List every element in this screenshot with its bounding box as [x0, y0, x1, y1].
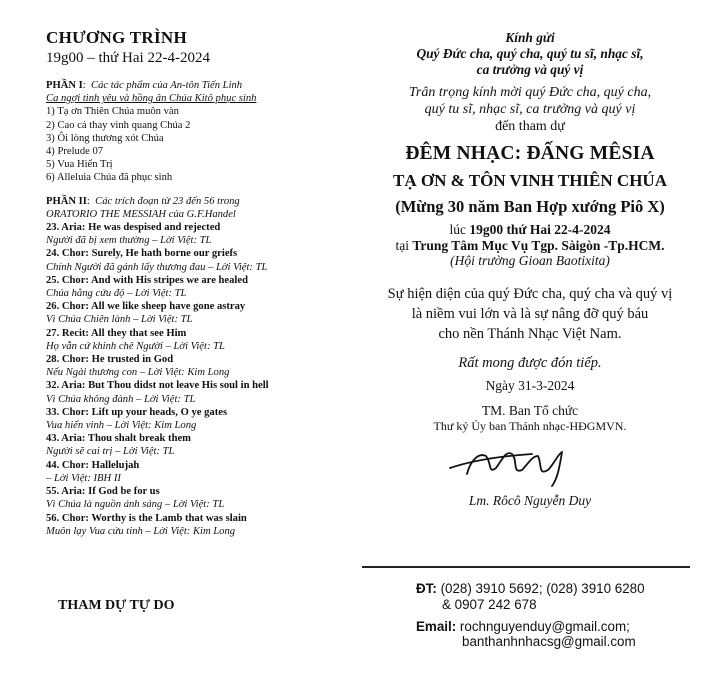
movement-subtitle: Vua hiển vinh – Lời Việt: Kim Long — [46, 420, 197, 432]
event-occasion: (Mừng 30 năm Ban Hợp xướng Piô X) — [395, 197, 665, 216]
movement-subtitle: – Lời Việt: IBH II — [46, 472, 121, 484]
salutation-line: ca trưởng và quý vị — [476, 62, 584, 77]
email-row — [416, 619, 645, 635]
signature-scribble — [362, 434, 698, 492]
phone-row — [416, 581, 645, 597]
part2-heading: PHẦN II: Các trích đoạn từ 23 đến 56 trong — [46, 195, 240, 207]
movement-title: 44. Chor: Hallelujah — [46, 459, 140, 471]
email-primary[interactable]: rochnguyenduy@gmail.com; — [459, 618, 630, 634]
list-item: 1) Tạ ơn Thiên Chúa muôn vàn — [46, 106, 179, 118]
movement-title: 33. Chor: Lift up your heads, O ye gates — [46, 406, 228, 418]
body-line: cho nền Thánh Nhạc Việt Nam. — [438, 325, 622, 342]
part2-label: PHẦN II — [46, 195, 87, 207]
organizer-role: Thư ký Ủy ban Thánh nhạc-HĐGMVN. — [433, 418, 627, 433]
movement-title: 26. Chor: All we like sheep have gone astray — [46, 301, 246, 313]
letter-date: Ngày 31-3-2024 — [485, 377, 575, 393]
part2-subtitle: ORATORIO THE MESSIAH của G.F.Handel — [46, 208, 236, 220]
event-time: lúc 19g00 thứ Hai 22-4-2024 — [449, 222, 611, 237]
program-column — [46, 28, 346, 538]
movement-title: 28. Chor: He trusted in God — [46, 354, 174, 366]
list-item: 4) Prelude 07 — [46, 146, 104, 158]
list-item: 2) Cao cả thay vinh quang Chúa 2 — [46, 119, 191, 131]
part1-subtitle: Ca ngợi tình yêu và hồng ân Chúa Kitô phục sinh — [46, 93, 257, 105]
movement-title: 55. Aria: If God be for us — [46, 486, 160, 498]
movement-subtitle: Người sẽ cai trị – Lời Việt: TL — [46, 446, 175, 458]
movement-subtitle: Vì Chúa không đành – Lời Việt: TL — [46, 393, 196, 405]
email-secondary[interactable]: banthanhnhacsg@gmail.com — [462, 634, 636, 650]
invite-line: quý tu sĩ, nhạc sĩ, ca trưởng và quý vị — [424, 102, 636, 117]
email-label: Email: — [416, 618, 457, 634]
movement-subtitle: Vì Chúa Chiên lành – Lời Việt: TL — [46, 314, 193, 326]
movement-title: 25. Chor: And with His stripes we are healed — [46, 274, 248, 286]
movement-subtitle: Chúa hằng cứu độ – Lời Việt: TL — [46, 288, 187, 300]
phone-numbers: (028) 3910 5692; (028) 3910 6280 — [440, 581, 645, 596]
movement-title: 32. Aria: But Thou didst not leave His soul in hell — [46, 380, 269, 392]
movement-subtitle: Chính Người đã gánh lấy thương đau – Lời Việt: TL — [46, 261, 268, 273]
invitation-column — [362, 30, 698, 509]
movement-subtitle: Muôn lạy Vua cứu tinh – Lời Việt: Kim Long — [46, 525, 236, 537]
part2-list — [46, 221, 346, 538]
program-title: CHƯƠNG TRÌNH — [46, 28, 188, 47]
part2-desc: Các trích đoạn từ 23 đến 56 trong — [95, 195, 240, 207]
body-line: Sự hiện diện của quý Đức cha, quý cha và quý vị — [387, 285, 673, 302]
event-title: ĐÊM NHẠC: ĐẤNG MÊSIA — [405, 143, 655, 164]
part1-heading: PHẦN I: Các tác phẩm của An-tôn Tiến Linh — [46, 80, 243, 91]
list-item: 6) Alleluia Chúa đã phục sinh — [46, 172, 173, 184]
salutation: Kính gửi — [505, 30, 555, 45]
salutation-line: Quý Đức cha, quý cha, quý tu sĩ, nhạc sĩ, — [416, 46, 644, 61]
movement-title: 24. Chor: Surely, He hath borne our griefs — [46, 248, 238, 260]
list-item: 5) Vua Hiển Trị — [46, 159, 113, 171]
signature — [362, 434, 698, 492]
program-datetime: 19g00 – thứ Hai 22-4-2024 — [46, 50, 210, 66]
movement-subtitle: Nếu Ngài thương con – Lời Việt: Kim Long — [46, 367, 230, 379]
phone-label: ĐT: — [416, 581, 437, 596]
event-place: tại Trung Tâm Mục Vụ Tgp. Sàigòn -Tp.HCM. — [395, 237, 665, 253]
movement-title: 56. Chor: Worthy is the Lamb that was slain — [46, 512, 247, 524]
phone-extra: & 0907 242 678 — [442, 596, 537, 612]
signer-name: Lm. Rôcô Nguyễn Duy — [468, 492, 592, 508]
event-hall: (Hội trường Gioan Baotixita) — [450, 253, 610, 268]
organizer: TM. Ban Tổ chức — [481, 402, 579, 418]
movement-title: 27. Recit: All they that see Him — [46, 327, 187, 339]
contact-block — [416, 581, 645, 650]
body-line: là niềm vui lớn và là sự nâng đỡ quý báu — [411, 305, 649, 322]
movement-title: 23. Aria: He was despised and rejected — [46, 222, 221, 234]
movement-title: 43. Aria: Thou shalt break them — [46, 433, 191, 445]
list-item: 3) Ôi lòng thương xót Chúa — [46, 132, 164, 144]
part1-label: PHẦN I — [46, 80, 83, 91]
welcome-line: Rất mong được đón tiếp. — [458, 354, 602, 371]
event-subtitle: TẠ ƠN & TÔN VINH THIÊN CHÚA — [393, 171, 667, 190]
movement-subtitle: Vì Chúa là nguồn ánh sáng – Lời Việt: TL — [46, 499, 225, 511]
movement-subtitle: Họ vẫn cứ khinh chê Người – Lời Việt: TL — [46, 340, 225, 352]
free-admission: THAM DỰ TỰ DO — [58, 598, 175, 613]
divider — [362, 566, 690, 568]
invite-line: Trân trọng kính mời quý Đức cha, quý cha, — [408, 85, 652, 100]
invite-line: đến tham dự — [495, 119, 565, 134]
part1-desc: Các tác phẩm của An-tôn Tiến Linh — [91, 80, 243, 91]
part1-list — [46, 105, 346, 184]
movement-subtitle: Người đã bị xem thường – Lời Việt: TL — [46, 235, 212, 247]
